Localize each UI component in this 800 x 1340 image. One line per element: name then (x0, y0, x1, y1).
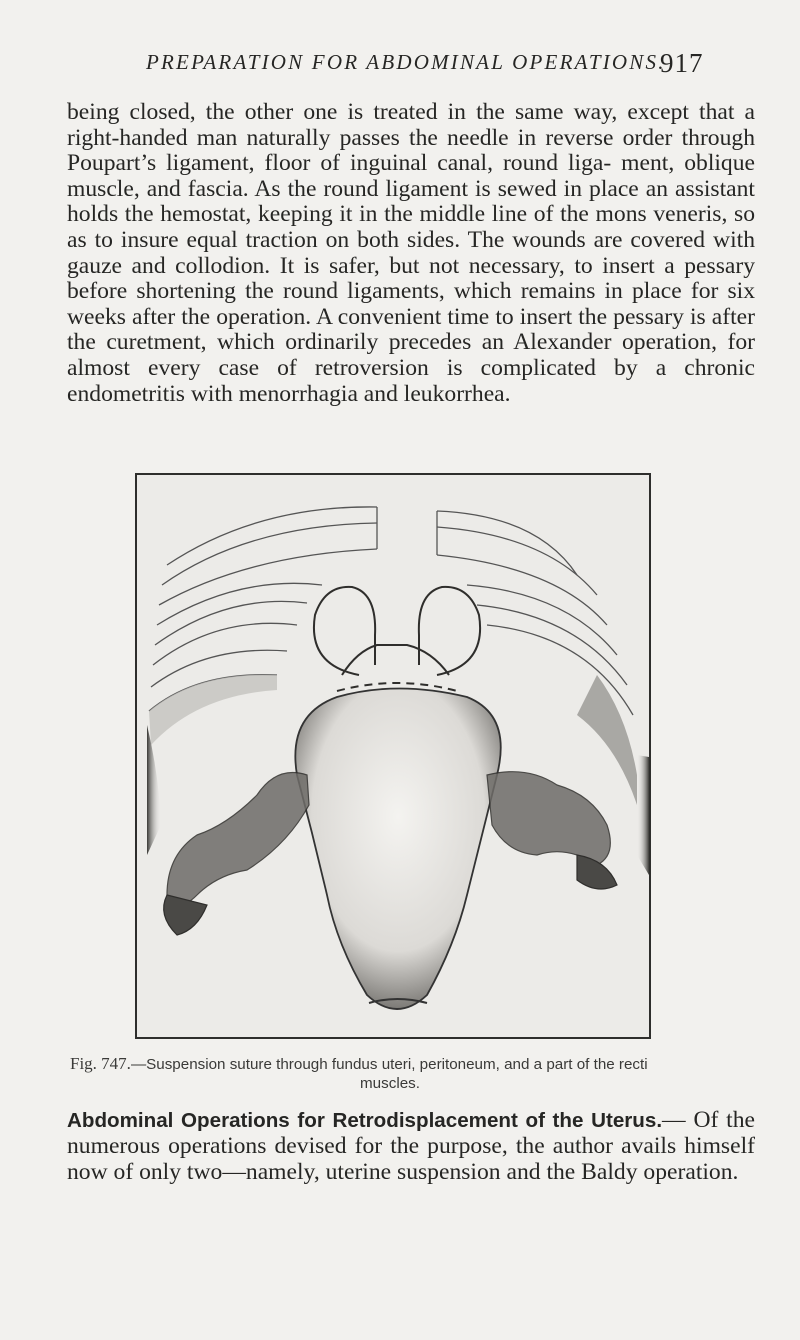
abdominal-wall-right (437, 511, 633, 715)
caption-text-continued: muscles. (360, 1075, 420, 1092)
right-adnexa (487, 772, 617, 889)
suture-loops (314, 587, 480, 691)
section-heading: Abdominal Operations for Retrodisplacement of the Uterus. (67, 1109, 663, 1132)
figure-caption (70, 1054, 750, 1093)
left-adnexa (164, 773, 309, 936)
running-head (0, 50, 800, 90)
page-number: 917 (660, 48, 704, 78)
section-dash: — (662, 1107, 686, 1133)
figure-illustration (135, 473, 651, 1039)
section-text: Of the numerous operations devised for the purpose, the author avails himself now of only two—namely, uterine suspension and the Baldy operation. (67, 1107, 755, 1185)
uterus-suspension-drawing (137, 475, 649, 1037)
caption-text: —Suspension suture through fundus uteri, peritoneum, and a part of the recti (130, 1056, 648, 1073)
figure-label: Fig. 747. (70, 1054, 131, 1073)
section-paragraph (67, 1108, 755, 1185)
running-title: PREPARATION FOR ABDOMINAL OPERATIONS. (146, 50, 666, 74)
uterus-body (295, 689, 500, 1010)
body-paragraph: being closed, the other one is treated in the same way, except that a right-handed man naturally passes the needle in reverse order through Poupart’s ligament, floor of inguinal canal, round liga- ment, oblique muscle, and fascia. As the round ligament is sewed in place an assistant holds the hemostat, keeping it in the middle line of the mons veneris, so as to insure equal traction on both sides. The wounds are covered with gauze and collodion. It is safer, but not necessary, to insert a pessary before shortening the round ligaments, which remains in place for six weeks after the operation. A convenient time to insert the pessary is after the curetment, which ordinarily precedes an Alexander operation, for almost every case of retroversion is complicated by a chronic endometritis with menorrhagia and leukorrhea. (67, 99, 755, 407)
